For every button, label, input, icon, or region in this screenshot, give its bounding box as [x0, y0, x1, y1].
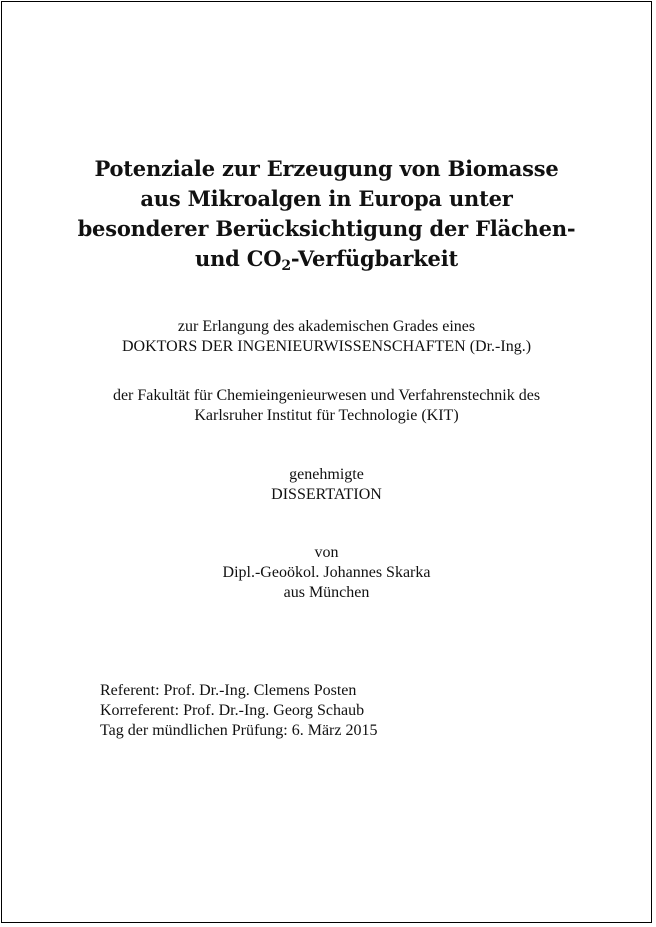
degree-line-2: DOKTORS DER INGENIEURWISSENSCHAFTEN (Dr.-Ing.) [121, 338, 532, 355]
author-name: Dipl.-Geoökol. Johannes Skarka [222, 564, 431, 581]
dissertation-label [2, 465, 651, 505]
faculty-line-2: Karlsruher Institut für Technologie (KIT) [194, 407, 459, 424]
faculty-line-1: der Fakultät für Chemieingenieurwesen und Verfahrenstechnik des [112, 387, 541, 404]
faculty-statement [2, 386, 651, 426]
referent-line: Referent: Prof. Dr.-Ing. Clemens Posten [100, 682, 357, 699]
author-block [2, 543, 651, 603]
korreferent-line: Korreferent: Prof. Dr.-Ing. Georg Schaub [100, 702, 365, 719]
exam-date-line: Tag der mündlichen Prüfung: 6. März 2015 [100, 722, 378, 739]
degree-statement [2, 317, 651, 357]
title-line-4-prefix: und CO [195, 246, 282, 271]
co2-subscript: 2 [281, 258, 291, 274]
author-origin: aus München [283, 584, 370, 601]
thesis-title [2, 154, 651, 274]
degree-line-1: zur Erlangung des akademischen Grades eines [177, 318, 476, 335]
title-line-3: besonderer Berücksichtigung der Flächen- [77, 216, 576, 241]
dissertation-heading: DISSERTATION [271, 486, 382, 503]
title-page [1, 1, 652, 923]
approved-label: genehmigte [289, 466, 364, 483]
referees-block [100, 681, 377, 741]
title-line-1: Potenziale zur Erzeugung von Biomasse [94, 156, 559, 181]
title-line-4 [2, 244, 651, 274]
title-line-2: aus Mikroalgen in Europa unter [140, 186, 513, 211]
from-label: von [314, 544, 339, 561]
title-line-4-suffix: -Verfügbarkeit [290, 246, 458, 271]
